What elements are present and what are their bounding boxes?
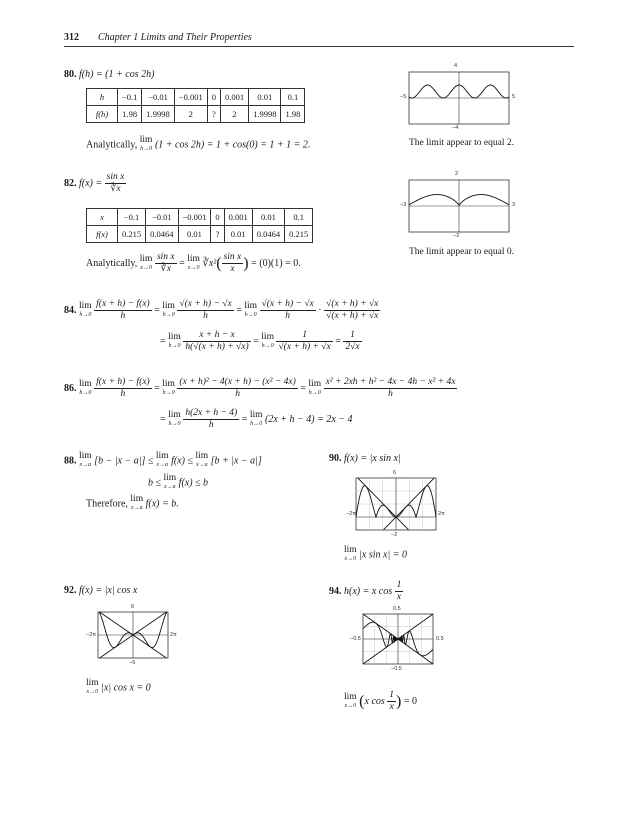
graph-label: 4 <box>454 63 458 69</box>
fraction: $\frac{1}{x}$ <box>396 580 402 602</box>
problem-88-line-1: 88. lim x→a [b − |x − a|] ≤ lim x→a f(x) ≤ lim x→a [b + |x − a|] <box>64 451 262 468</box>
result-tail: (2x + h − 4) = 2x − 4 <box>265 413 353 425</box>
graph-label: −4 <box>452 125 459 131</box>
fraction: $\frac{\text{sin x}}{∛x}$ <box>156 252 175 274</box>
table-cell: 0 <box>207 89 220 106</box>
table-cell: 0.215 <box>118 226 146 243</box>
problem-84-line-1: 84. lim h→0 $\frac{f(x + h) - f(x)}{h}$ = lim h→0 $\frac{√(x + h) - √x}{h}$ = lim h→0 $\frac{√(x + h) - √x}{h}$ · $\frac{√(x + h) + √x}{√(x + h) + √x}$ <box>64 299 379 321</box>
fraction: $\frac{\text{x² + 2xh + h² − 4x − 4h − x² + 4x}}{h}$ <box>325 377 456 399</box>
limit-operator: lim x→a <box>79 451 92 468</box>
problem-82-heading <box>64 172 126 195</box>
analytic-prefix: Analytically, <box>86 257 138 269</box>
result-tail: = (0)(1) = 0. <box>251 257 301 269</box>
table-cell: −0.01 <box>142 89 174 106</box>
problem-86-line-2: = lim h→0 $\frac{h(2x + h - 4)}{h}$ = lim h→0 (2x + h − 4) = 2x − 4 <box>160 408 353 430</box>
table-cell: 2 <box>174 106 207 123</box>
limit-operator: lim x→0 <box>86 678 99 695</box>
table-cell: 0.0464 <box>146 226 178 243</box>
table-cell: f(h) <box>87 106 118 123</box>
table-cell: 1.98 <box>281 106 305 123</box>
limit-operator: lim x→0 <box>139 253 153 271</box>
problem-86-line-1: 86. lim h→0 $\frac{f(x + h) - f(x)}{h}$ = lim h→0 $\frac{\text{(x + h)² − 4(x + h) − (x² − 4x)}}{h}$ = lim h→0 $\frac{\text{x² + 2xh + h² − 4x − 4h − x² + 4x}}{h}$ <box>64 377 456 399</box>
limit-operator: lim h→0 <box>139 135 153 152</box>
limit-operator: lim h→0 <box>249 409 263 427</box>
graph-label: −2 <box>453 233 460 239</box>
table-cell: −0.01 <box>146 209 178 226</box>
problem-88-line-3: Therefore, lim x→a f(x) = b. <box>86 494 179 511</box>
limit-operator: lim x→a <box>163 473 177 490</box>
graph-80 <box>400 63 516 131</box>
problem-84-line-2: = lim h→0 $\frac{x + h - x}{h(√(x + h) + √x)}$ = lim h→0 $\frac{1}{√(x + h) + √x}$ = $\frac{1}{2√x}$ <box>160 330 360 352</box>
limit-operator: lim x→a <box>130 494 144 511</box>
problem-80-function: f(h) = (1 + cos 2h) <box>79 69 155 80</box>
graph-80-caption: The limit appear to equal 2. <box>409 138 514 148</box>
problem-80-value-table <box>86 88 305 123</box>
limit-operator: lim h→0 <box>162 300 175 318</box>
problem-94-label: 94. <box>329 585 342 597</box>
table-cell: 0 <box>211 209 224 226</box>
problem-84-label: 84. <box>64 304 77 316</box>
problem-90-label: 90. <box>329 453 342 464</box>
table-row <box>87 209 313 226</box>
fraction: $\frac{\text{(x + h)² − 4(x + h) − (x² − 4x)}}{h}$ <box>179 377 296 399</box>
problem-92-function: f(x) = |x| cos x <box>79 585 138 596</box>
problem-88-label: 88. <box>64 455 77 467</box>
limit-operator: lim x→0 <box>344 545 357 562</box>
table-cell: f(x) <box>87 226 118 243</box>
graph-label: 2 <box>455 171 459 177</box>
table-cell: −0.1 <box>118 89 142 106</box>
graph-label: −2 <box>391 532 398 538</box>
limit-operator: lim x→a <box>155 451 169 468</box>
graph-82 <box>400 171 516 239</box>
problem-90-result: lim x→0 |x sin x| = 0 <box>344 545 407 562</box>
fraction: $\frac{√(x + h) - √x}{h}$ <box>179 299 232 321</box>
table-cell: 0.01 <box>224 226 252 243</box>
table-cell: 0.01 <box>178 226 211 243</box>
limit-operator: lim h→0 <box>79 300 92 318</box>
problem-90-heading <box>329 452 401 465</box>
fraction: $\frac{√(x + h) - √x}{h}$ <box>261 299 314 321</box>
table-row <box>87 106 305 123</box>
fraction: $\frac{f(x + h) - f(x)}{h}$ <box>96 377 150 399</box>
problem-92-label: 92. <box>64 585 77 596</box>
graph-label: 5 <box>512 94 516 100</box>
graph-label: −5 <box>400 94 407 100</box>
fraction: $\frac{x + h - x}{h(√(x + h) + √x)}$ <box>185 330 249 352</box>
table-cell: 0.0464 <box>252 226 284 243</box>
table-cell: −0.001 <box>174 89 207 106</box>
problem-94-result: lim x→0 (x cos $\frac{1}{x}$ ) = 0 <box>344 690 417 712</box>
graph-label: −6 <box>129 660 136 666</box>
problem-88-line-2: b ≤ lim x→a f(x) ≤ b <box>148 473 209 490</box>
graph-94 <box>350 606 444 672</box>
graph-90-plot <box>356 478 436 530</box>
page-number: 312 <box>64 32 79 43</box>
fraction: $\frac{1}{2√x}$ <box>345 330 360 352</box>
problem-82-analytic: Analytically, lim x→0 $\frac{\text{sin x}}{∛x}$ = lim x→0 ∛x²( $\frac{\text{sin x}}{x}$ ) = (0)(1) = 0. <box>86 252 301 274</box>
table-cell: 0.1 <box>285 209 313 226</box>
limit-operator: lim x→0 <box>187 253 200 271</box>
problem-82-label: 82. <box>64 177 77 189</box>
function-left: f(x) = <box>79 177 103 189</box>
problem-80-label: 80. <box>64 69 77 80</box>
graph-label: 3 <box>512 202 516 208</box>
graph-label: −2π <box>86 632 97 638</box>
graph-94-plot <box>363 614 433 664</box>
fraction: $\frac{1}{x}$ <box>389 690 395 712</box>
limit-operator: lim h→0 <box>79 378 92 396</box>
limit-operator: lim h→0 <box>308 378 322 396</box>
table-cell: 0.215 <box>285 226 313 243</box>
problem-86-label: 86. <box>64 382 77 394</box>
table-cell: h <box>87 89 118 106</box>
problem-92-heading <box>64 584 137 597</box>
graph-92 <box>86 604 177 666</box>
page-header <box>64 32 574 47</box>
limit-operator: lim x→0 <box>344 691 357 709</box>
table-cell: 0.01 <box>252 209 284 226</box>
graph-label: −3 <box>400 202 407 208</box>
graph-90 <box>346 470 445 538</box>
graph-label: 2π <box>170 632 177 638</box>
table-cell: 1.9998 <box>142 106 174 123</box>
problem-92-result: lim x→0 |x| cos x = 0 <box>86 678 151 695</box>
limit-operator: lim h→0 <box>261 331 274 349</box>
limit-operator: lim h→0 <box>244 300 257 318</box>
graph-label: −2π <box>346 511 357 517</box>
graph-80-plot <box>409 72 509 124</box>
limit-operator: lim h→0 <box>168 409 181 427</box>
graph-label: 6 <box>131 604 135 610</box>
problem-80-heading <box>64 68 154 81</box>
problem-82-value-table <box>86 208 313 243</box>
fraction: $\frac{1}{√(x + h) + √x}$ <box>278 330 331 352</box>
table-cell: 0.1 <box>281 89 305 106</box>
graph-label: 6 <box>393 470 397 476</box>
graph-label: −0.5 <box>391 666 402 672</box>
fraction: $\frac{√(x + h) + √x}{√(x + h) + √x}$ <box>326 299 379 321</box>
analytic-expression: (1 + cos 2h) = 1 + cos(0) = 1 + 1 = 2. <box>154 139 311 151</box>
equals-sign: = <box>179 257 185 269</box>
table-row <box>87 226 313 243</box>
root-factor: ∛x² <box>202 257 217 269</box>
table-cell: 1.9998 <box>249 106 281 123</box>
graph-82-plot <box>409 180 509 232</box>
fraction: $\frac{\text{sin x}}{x}$ <box>223 252 242 274</box>
graph-label: 0.5 <box>393 606 401 612</box>
table-cell: −0.001 <box>178 209 211 226</box>
fraction: $\frac{f(x + h) - f(x)}{h}$ <box>96 299 150 321</box>
table-cell: 1.98 <box>118 106 142 123</box>
table-cell: 0.001 <box>220 89 248 106</box>
problem-94-heading: 94. h(x) = x cos $\frac{1}{x}$ <box>329 580 402 602</box>
graph-label: 0.5 <box>436 636 444 642</box>
problem-90-function: f(x) = |x sin x| <box>344 453 401 464</box>
table-cell: −0.1 <box>118 209 146 226</box>
limit-operator: lim x→a <box>195 451 209 468</box>
table-row <box>87 89 305 106</box>
graph-label: 2π <box>438 511 445 517</box>
problem-80-analytic <box>86 136 310 154</box>
table-cell: 2 <box>220 106 248 123</box>
chapter-title: Chapter 1 Limits and Their Properties <box>98 32 252 43</box>
table-cell: x <box>87 209 118 226</box>
graph-label: −0.5 <box>350 636 361 642</box>
table-cell: 0.001 <box>224 209 252 226</box>
table-cell: 0.01 <box>249 89 281 106</box>
fraction: $\frac{\text{sin x}}{∛x}$ <box>106 172 125 194</box>
graph-92-plot <box>98 612 168 658</box>
limit-operator: lim h→0 <box>162 378 175 396</box>
limit-operator: lim h→0 <box>168 331 181 349</box>
analytic-prefix: Analytically, <box>86 139 138 151</box>
table-cell: ? <box>207 106 220 123</box>
table-cell: ? <box>211 226 224 243</box>
graph-82-caption: The limit appear to equal 0. <box>409 247 514 257</box>
fraction: $\frac{h(2x + h - 4)}{h}$ <box>185 408 238 430</box>
